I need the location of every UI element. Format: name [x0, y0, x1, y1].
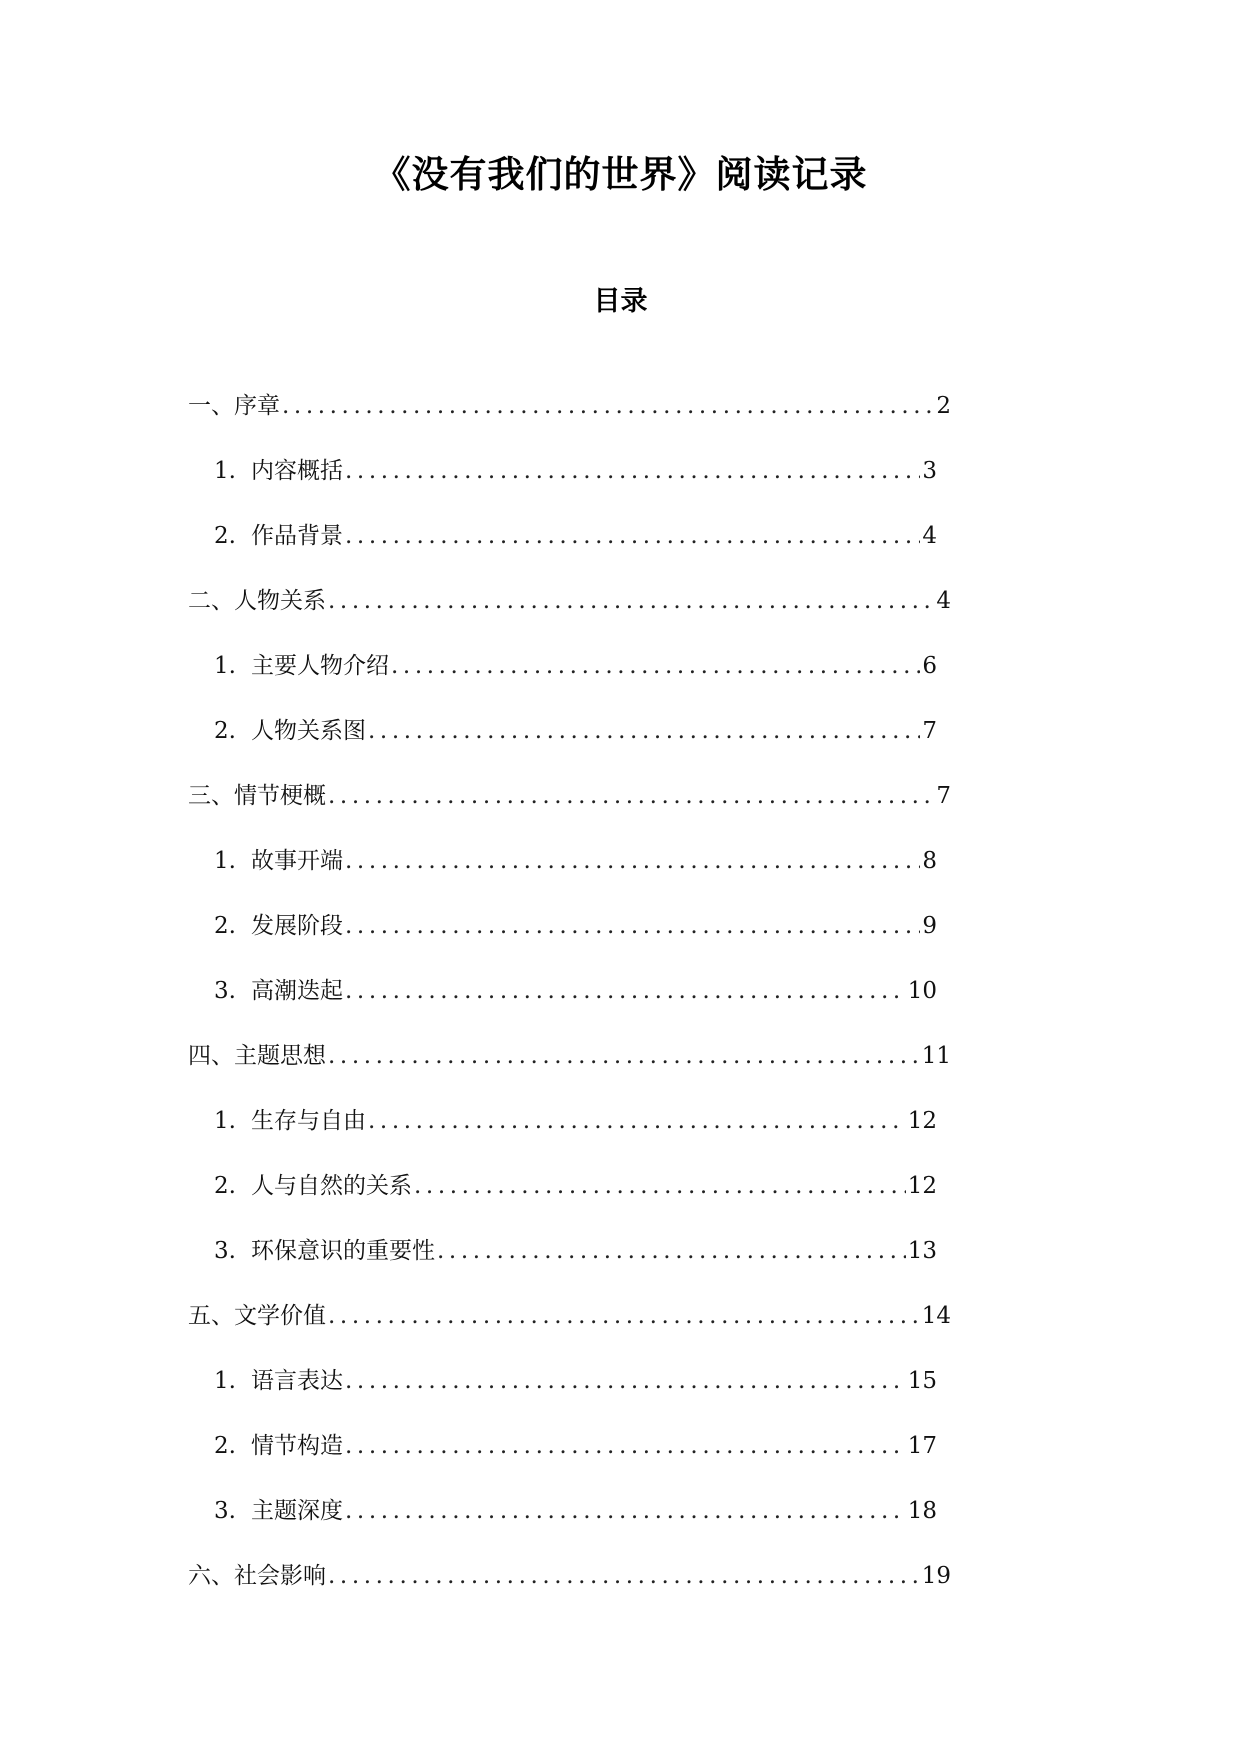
toc-entry-label: 作品背景 [251, 523, 343, 549]
toc-subentry[interactable] [214, 1164, 937, 1229]
toc-subentry[interactable] [214, 1099, 937, 1164]
toc-dot-leader [343, 1359, 906, 1403]
toc-entry[interactable] [188, 1034, 951, 1099]
toc-entry-label: 故事开端 [251, 848, 343, 874]
toc-page-number: 12 [907, 1173, 937, 1199]
toc-dot-leader [389, 644, 920, 688]
toc-page-number: 10 [907, 978, 937, 1004]
toc-page-number: 17 [907, 1433, 937, 1459]
toc-subentry[interactable] [214, 514, 937, 579]
toc-dot-leader [343, 1489, 906, 1533]
toc-dot-leader [343, 839, 920, 883]
toc-subentry-number: 2. [214, 913, 236, 939]
toc-entry-label: 五、文学价值 [188, 1303, 326, 1329]
toc-page-number: 9 [922, 913, 937, 939]
toc-subentry[interactable] [214, 1359, 937, 1424]
table-of-contents [0, 384, 1241, 1619]
toc-subentry-number: 3. [214, 1498, 236, 1524]
toc-subentry-number: 2. [214, 523, 236, 549]
toc-dot-leader [412, 1164, 906, 1208]
toc-subentry[interactable] [214, 644, 937, 709]
toc-entry-label: 二、人物关系 [188, 588, 326, 614]
toc-subentry-number: 3. [214, 978, 236, 1004]
toc-entry-label: 发展阶段 [251, 913, 343, 939]
toc-page-number: 13 [907, 1238, 937, 1264]
toc-page-number: 19 [921, 1563, 951, 1589]
toc-page-number: 4 [936, 588, 951, 614]
toc-subentry-number: 1. [214, 1108, 236, 1134]
toc-entry-label: 内容概括 [251, 458, 343, 484]
toc-entry[interactable] [188, 1554, 951, 1619]
toc-subentry-number: 2. [214, 718, 236, 744]
toc-entry[interactable] [188, 579, 951, 644]
toc-page-number: 8 [922, 848, 937, 874]
toc-entry-label: 人物关系图 [251, 718, 366, 744]
toc-entry[interactable] [188, 1294, 951, 1359]
toc-entry-label: 生存与自由 [251, 1108, 366, 1134]
toc-entry-label: 人与自然的关系 [251, 1173, 412, 1199]
toc-dot-leader [343, 969, 906, 1013]
toc-entry[interactable] [188, 384, 951, 449]
toc-subentry-number: 1. [214, 653, 236, 679]
toc-page-number: 14 [921, 1303, 951, 1329]
toc-page-number: 7 [922, 718, 937, 744]
toc-dot-leader [366, 709, 920, 753]
toc-entry[interactable] [188, 774, 951, 839]
toc-page-number: 7 [936, 783, 951, 809]
toc-page-number: 2 [936, 393, 951, 419]
toc-page-number: 18 [907, 1498, 937, 1524]
toc-entry-label: 语言表达 [251, 1368, 343, 1394]
toc-page-number: 4 [922, 523, 937, 549]
toc-dot-leader [326, 1294, 920, 1338]
toc-subentry[interactable] [214, 969, 937, 1034]
toc-dot-leader [280, 384, 934, 428]
toc-subentry-number: 1. [214, 848, 236, 874]
toc-dot-leader [326, 774, 934, 818]
toc-dot-leader [343, 449, 920, 493]
toc-heading: 目录 [593, 286, 648, 317]
toc-page-number: 15 [907, 1368, 937, 1394]
toc-dot-leader [435, 1229, 906, 1273]
toc-subentry-number: 1. [214, 458, 236, 484]
toc-dot-leader [343, 1424, 906, 1468]
toc-page-number: 12 [907, 1108, 937, 1134]
toc-entry-label: 主要人物介绍 [251, 653, 389, 679]
toc-subentry[interactable] [214, 839, 937, 904]
toc-subentry[interactable] [214, 1489, 937, 1554]
toc-subentry-number: 2. [214, 1433, 236, 1459]
toc-subentry-number: 3. [214, 1238, 236, 1264]
toc-entry-label: 四、主题思想 [188, 1043, 326, 1069]
toc-subentry[interactable] [214, 1424, 937, 1489]
toc-subentry[interactable] [214, 1229, 937, 1294]
toc-entry-label: 六、社会影响 [188, 1563, 326, 1589]
toc-entry-label: 高潮迭起 [251, 978, 343, 1004]
toc-dot-leader [326, 1554, 920, 1598]
toc-entry-label: 主题深度 [251, 1498, 343, 1524]
toc-entry-label: 三、情节梗概 [188, 783, 326, 809]
toc-dot-leader [343, 904, 920, 948]
toc-subentry[interactable] [214, 449, 937, 514]
toc-dot-leader [366, 1099, 906, 1143]
toc-page-number: 11 [921, 1043, 951, 1069]
toc-page-number: 3 [922, 458, 937, 484]
toc-subentry-number: 1. [214, 1368, 236, 1394]
toc-subentry[interactable] [214, 904, 937, 969]
document-title: 《没有我们的世界》阅读记录 [373, 153, 868, 196]
toc-entry-label: 一、序章 [188, 393, 280, 419]
toc-page-number: 6 [922, 653, 937, 679]
toc-subentry-number: 2. [214, 1173, 236, 1199]
toc-dot-leader [343, 514, 920, 558]
toc-dot-leader [326, 1034, 920, 1078]
toc-entry-label: 环保意识的重要性 [251, 1238, 435, 1264]
toc-dot-leader [326, 579, 934, 623]
toc-subentry[interactable] [214, 709, 937, 774]
toc-entry-label: 情节构造 [251, 1433, 343, 1459]
